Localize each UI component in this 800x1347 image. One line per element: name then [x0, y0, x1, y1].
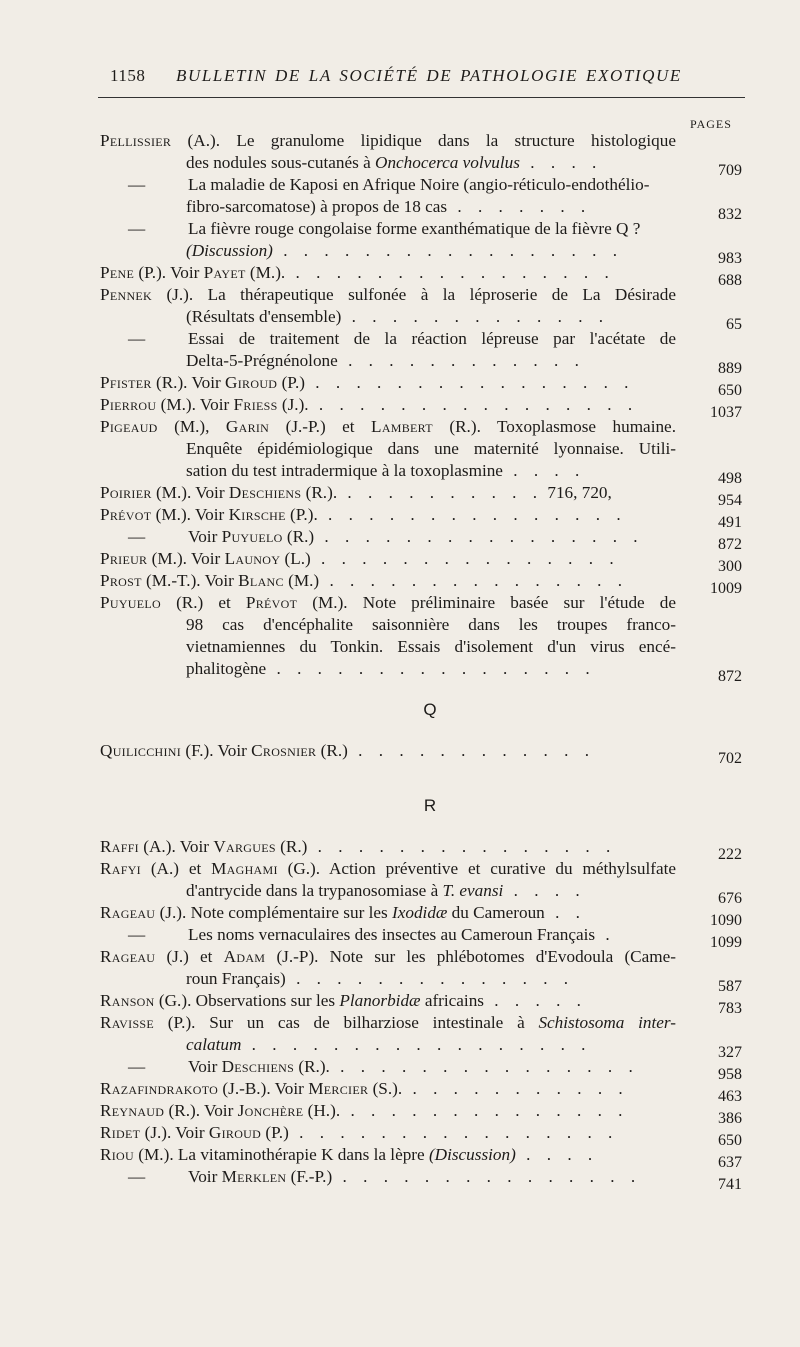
index-entry [100, 1056, 742, 1083]
index-entry [100, 548, 742, 575]
coauthor-name: Garin [225, 417, 270, 436]
index-entry [100, 372, 742, 399]
entry-text: (M.), [157, 417, 226, 436]
index-entry [100, 218, 742, 267]
entry-text: africains [420, 991, 484, 1010]
entry-text: Voir [188, 527, 222, 546]
entry-text: (M.). Voir [151, 483, 229, 502]
entry-text: roun Français) [186, 969, 286, 988]
page-ref: 498 [718, 470, 742, 487]
index-entry [100, 394, 742, 421]
entry-text: Les noms vernaculaires des insectes au Cameroun Français [188, 925, 596, 944]
entry-text: (P.) [261, 1123, 289, 1142]
cross-ref-name: Giroud [225, 373, 278, 392]
dot-leader: . . . . . . . . . . . . . . [340, 1101, 629, 1120]
index-entry [100, 570, 742, 597]
page-ref: 386 [718, 1110, 742, 1127]
entry-text: Essai de traitement de la réaction lépreuse par l'acétate de [188, 329, 676, 348]
author-name: Rageau [100, 947, 156, 966]
ditto-dash: — [128, 925, 146, 944]
entry-text: (J.). Voir [140, 1123, 209, 1142]
page-ref: 702 [718, 750, 742, 767]
coauthor-name: Lambert [371, 417, 433, 436]
cross-ref-name: Merklen [221, 1167, 287, 1186]
header-rule [98, 97, 745, 98]
dot-leader: . . . . . . . . . . . . . . . . . [272, 241, 623, 260]
cross-ref-name: Mercier [308, 1079, 369, 1098]
page-ref: 983 [718, 250, 742, 267]
index-entry [100, 262, 742, 289]
pages-column-label: PAGES [690, 117, 732, 131]
entry-text: (G.). Action préventive et curative du méthylsulfate [277, 859, 676, 878]
author-name: Prost [100, 571, 142, 590]
index-entry [100, 1122, 742, 1149]
page-ref: 1099 [710, 934, 742, 951]
entry-text: (J.-P). Note sur les phlébotomes d'Evodoula (Came- [265, 947, 676, 966]
entry-text: (P.) [277, 373, 305, 392]
dot-leader: . . . . . . . . . . . . . . [285, 969, 575, 988]
page-ref: 832 [718, 206, 742, 223]
entry-text: (Résultats d'ensemble) [186, 307, 342, 326]
taxon-name: Onchocerca volvulus [375, 153, 520, 172]
cross-ref-name: Payet [203, 263, 246, 282]
entry-text: (R.). [301, 483, 338, 502]
entry-text: (Discussion) [428, 1145, 516, 1164]
author-name: Ranson [100, 991, 155, 1010]
dot-leader: . . . . . . . . . . . . . . . . [314, 527, 644, 546]
author-name: Pene [100, 263, 135, 282]
dot-leader: . . . . . . . [447, 197, 592, 216]
entry-text: phalitogène [186, 659, 267, 678]
dot-leader: . . . . . . . . . . [337, 483, 544, 502]
dot-leader: . . . . . . . . . . . . . . . [332, 1167, 642, 1186]
index-entry [100, 526, 742, 553]
page-ref: 954 [718, 492, 742, 509]
index-entry [100, 284, 742, 333]
entry-text: (M.). Voir [151, 505, 229, 524]
index-entry [100, 990, 742, 1017]
author-name: Ravisse [100, 1013, 155, 1032]
entry-text: Delta-5-Prégnénolone [186, 351, 338, 370]
dot-leader: . . . . . . . . . . . . . . . [319, 571, 629, 590]
page-ref: 1009 [710, 580, 742, 597]
index-entry [100, 130, 742, 179]
dot-leader: . . . . . . . . . . . . . . . . [288, 1123, 619, 1142]
ditto-dash: — [128, 1167, 146, 1186]
entry-text: (M.). Voir [156, 395, 234, 414]
entry-text: (M.-T.). Voir [141, 571, 239, 590]
dot-leader: . . . . [502, 461, 586, 480]
ditto-dash: — [128, 175, 146, 194]
index-entry [100, 416, 742, 487]
entry-text: du Cameroun [447, 903, 545, 922]
dot-leader: . . . . . . . . . . . . [337, 351, 585, 370]
entry-text: (M.) [283, 571, 320, 590]
author-name: Rafyi [100, 859, 141, 878]
entry-text: (P.). Sur un cas de bilharziose intestinale à [154, 1013, 539, 1032]
entry-text: La maladie de Kaposi en Afrique Noire (angio-réticulo-endothélio- [188, 175, 650, 194]
index-entry [100, 328, 742, 377]
index-entry [100, 902, 742, 929]
index-entry [100, 740, 742, 767]
entry-text: vietnamiennes du Tonkin. Essais d'isolement d'un virus encé- [186, 637, 676, 656]
taxon-name: Schistosoma inter- [538, 1013, 676, 1032]
dot-leader: . . . . . . . . . . . [402, 1079, 629, 1098]
page-ref: 872 [718, 536, 742, 553]
author-name: Prévot [100, 505, 152, 524]
entry-text: 98 cas d'encéphalite saisonnière dans les troupes franco- [186, 615, 676, 634]
index-content [100, 130, 742, 1193]
author-name: Raffi [100, 837, 139, 856]
entry-text: (R.). Voir [151, 373, 226, 392]
cross-ref-name: Deschiens [221, 1057, 295, 1076]
page-ref: 889 [718, 360, 742, 377]
cross-ref-name: Giroud [208, 1123, 262, 1142]
page-ref: 676 [718, 890, 742, 907]
author-name: Razafindrakoto [100, 1079, 219, 1098]
dot-leader: . . . . . . . . . . . . . . . . [304, 373, 635, 392]
entry-text: (H.). [303, 1101, 341, 1120]
author-name: Pellissier [100, 131, 172, 150]
entry-text: (L.) [280, 549, 311, 568]
entry-text: (F.-P.) [286, 1167, 333, 1186]
dot-leader: . [595, 925, 616, 944]
page-ref: 958 [718, 1066, 742, 1083]
entry-text: (R.). Toxoplasmose humaine. [432, 417, 676, 436]
page-ref: 688 [718, 272, 742, 289]
page-ref: 463 [718, 1088, 742, 1105]
entry-text: (R.). [294, 1057, 330, 1076]
dot-leader: . . [544, 903, 586, 922]
entry-text: (J.-B.). Voir [218, 1079, 309, 1098]
page-ref: 650 [718, 382, 742, 399]
author-name: Pigeaud [100, 417, 158, 436]
entry-text: (J.-P.) et [269, 417, 372, 436]
dot-leader: . . . . [519, 153, 603, 172]
coauthor-name: Prévot [245, 593, 298, 612]
page-ref: 637 [718, 1154, 742, 1171]
dot-leader: . . . . . . . . . . . . . . . [307, 837, 617, 856]
author-name: Puyuelo [100, 593, 161, 612]
section-letter-q: Q [423, 700, 437, 719]
running-header [104, 62, 744, 92]
index-entry [100, 836, 742, 863]
entry-text: (S.). [368, 1079, 403, 1098]
ditto-dash: — [128, 329, 146, 348]
author-name: Riou [100, 1145, 134, 1164]
page-ref: 872 [718, 668, 742, 685]
page-ref: 491 [718, 514, 742, 531]
author-name: Prieur [100, 549, 148, 568]
entry-text: (A.). Le granulome lipidique dans la structure histologique [171, 131, 676, 150]
page-ref: 1037 [710, 404, 742, 421]
entry-text: (R.) et [160, 593, 246, 612]
dot-leader: . . . . . [483, 991, 587, 1010]
taxon-name: T. evansi [442, 881, 504, 900]
entry-text: (M.). La vitaminothérapie K dans la lèpre [134, 1145, 429, 1164]
dot-leader: . . . . . . . . . . . . . . . [317, 505, 627, 524]
page-ref: 709 [718, 162, 742, 179]
page-ref: 1090 [710, 912, 742, 929]
entry-text: (A.) et [140, 859, 212, 878]
entry-text: (R.). Voir [164, 1101, 238, 1120]
ditto-dash: — [128, 527, 146, 546]
ditto-dash: — [128, 1057, 146, 1076]
page-ref: 587 [718, 978, 742, 995]
entry-text: (P.). [285, 505, 318, 524]
index-entry [100, 504, 742, 531]
entry-text: (M.). Voir [147, 549, 225, 568]
ditto-dash: — [128, 219, 146, 238]
index-entry [100, 1144, 742, 1171]
cross-ref-name: Kirsche [228, 505, 286, 524]
dot-leader: . . . . [503, 881, 586, 900]
entry-text: (M.). Note préliminaire basée sur l'étude de [297, 593, 676, 612]
page-ref: 65 [726, 316, 742, 333]
entry-text: (Discussion) [186, 241, 273, 260]
index-entry [100, 1166, 742, 1193]
cross-ref-name: Puyuelo [221, 527, 283, 546]
index-entry [100, 174, 742, 223]
entry-text: sation du test intradermique à la toxoplasmine [186, 461, 503, 480]
entry-text: (A.). Voir [138, 837, 214, 856]
index-entry [100, 946, 742, 995]
author-name: Quilicchini [100, 741, 182, 760]
entry-text: (R.) [282, 527, 315, 546]
entry-text: La fièvre rouge congolaise forme exanthématique de la fièvre Q ? [188, 219, 641, 238]
cross-ref-name: Jonchère [237, 1101, 304, 1120]
entry-text: Enquête épidémiologique dans une maternité lyonnaise. Utili- [186, 439, 676, 458]
taxon-name: Planorbidæ [339, 991, 421, 1010]
coauthor-name: Adam [223, 947, 266, 966]
entry-text: (J.). La thérapeutique sulfonée à la léproserie de La Désirade [152, 285, 676, 304]
author-name: Pennek [100, 285, 153, 304]
page-ref-inline: 716, 720, [543, 483, 612, 502]
author-name: Pfister [100, 373, 152, 392]
cross-ref-name: Blanc [238, 571, 284, 590]
page-ref: 222 [718, 846, 742, 863]
entry-text: d'antrycide dans la trypanosomiase à [186, 881, 443, 900]
entry-text: (F.). Voir [181, 741, 252, 760]
entry-text: (J.). Note complémentaire sur les [155, 903, 392, 922]
dot-leader: . . . . . . . . . . . . . . . . . [241, 1035, 592, 1054]
entry-text: (R.) [275, 837, 308, 856]
dot-leader: . . . . . . . . . . . . . . . . [308, 395, 639, 414]
dot-leader: . . . . . . . . . . . . . [341, 307, 610, 326]
dot-leader: . . . . . . . . . . . . . . . [329, 1057, 639, 1076]
index-entry [100, 1078, 742, 1105]
cross-ref-name: Vargues [213, 837, 276, 856]
cross-ref-name: Launoy [224, 549, 281, 568]
index-entry [100, 482, 742, 509]
dot-leader: . . . . [515, 1145, 599, 1164]
page-ref: 741 [718, 1176, 742, 1193]
author-name: Poirier [100, 483, 152, 502]
taxon-name: calatum [186, 1035, 242, 1054]
index-entry [100, 924, 742, 951]
cross-ref-name: Friess [233, 395, 278, 414]
running-title: BULLETIN DE LA SOCIÉTÉ DE PATHOLOGIE EXOTIQUE [176, 66, 682, 85]
index-entry [100, 858, 742, 907]
page-ref: 783 [718, 1000, 742, 1017]
index-entry [100, 592, 742, 685]
entry-text: (G.). Observations sur les [154, 991, 340, 1010]
dot-leader: . . . . . . . . . . . . [347, 741, 595, 760]
entry-text: (J.) et [155, 947, 224, 966]
author-name: Pierrou [100, 395, 157, 414]
section-letter-r: R [423, 796, 437, 815]
page-ref: 650 [718, 1132, 742, 1149]
entry-text: Voir [188, 1167, 222, 1186]
author-name: Rageau [100, 903, 156, 922]
entry-text: (M.). [245, 263, 286, 282]
coauthor-name: Maghami [211, 859, 278, 878]
index-entry [100, 1012, 742, 1061]
author-name: Ridet [100, 1123, 141, 1142]
page-number: 1158 [110, 66, 146, 85]
entry-text: des nodules sous-cutanés à [186, 153, 376, 172]
dot-leader: . . . . . . . . . . . . . . . . [266, 659, 596, 678]
cross-ref-name: Crosnier [251, 741, 317, 760]
taxon-name: Ixodidæ [392, 903, 448, 922]
entry-text: (J.). [277, 395, 309, 414]
page-ref: 327 [718, 1044, 742, 1061]
entry-text: Voir [188, 1057, 222, 1076]
entry-text: fibro-sarcomatose) à propos de 18 cas [186, 197, 448, 216]
author-name: Reynaud [100, 1101, 165, 1120]
dot-leader: . . . . . . . . . . . . . . . . [285, 263, 615, 282]
entry-text: (P.). Voir [134, 263, 204, 282]
page-ref: 300 [718, 558, 742, 575]
dot-leader: . . . . . . . . . . . . . . . [310, 549, 620, 568]
entry-text: (R.) [316, 741, 348, 760]
index-entry [100, 1100, 742, 1127]
cross-ref-name: Deschiens [228, 483, 302, 502]
